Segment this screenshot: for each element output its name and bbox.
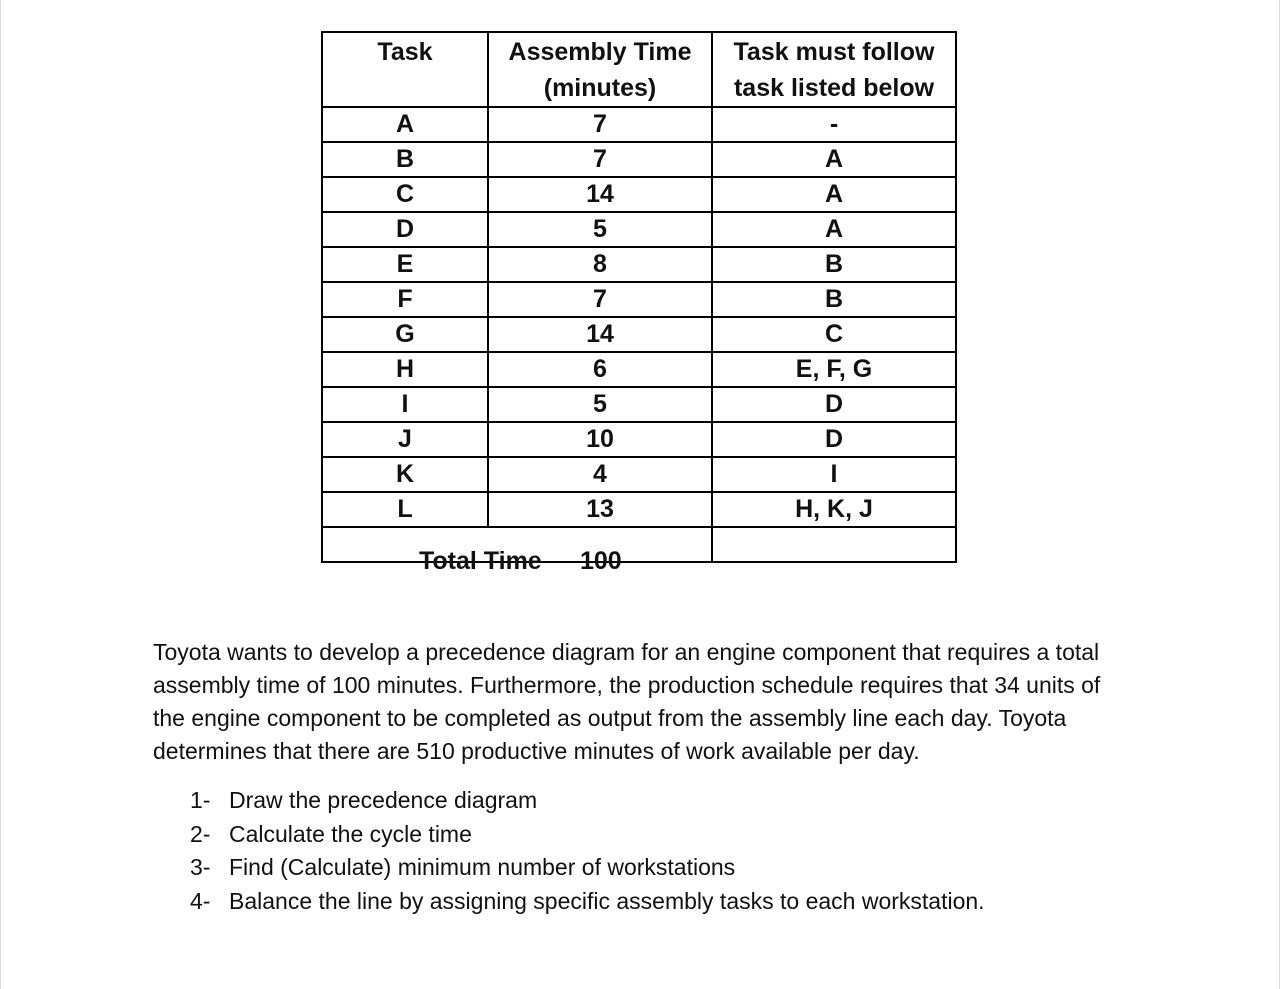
time-cell: 7 <box>488 142 712 177</box>
predecessor-cell: A <box>712 212 956 247</box>
time-cell: 7 <box>488 282 712 317</box>
header-assembly-time <box>488 32 712 107</box>
task-cell: J <box>322 422 488 457</box>
time-cell: 14 <box>488 317 712 352</box>
table-row <box>322 492 956 527</box>
total-time-label: Total Time <box>419 546 542 575</box>
header-assembly-time-line2: (minutes) <box>543 74 657 102</box>
task-cell: L <box>322 492 488 527</box>
list-item <box>190 784 985 818</box>
header-assembly-time-line1: Assembly Time <box>508 38 692 66</box>
task-cell: A <box>322 107 488 142</box>
total-cell <box>322 527 712 575</box>
predecessor-cell: I <box>712 457 956 492</box>
question-list <box>190 784 985 918</box>
predecessor-cell: B <box>712 247 956 282</box>
task-cell: I <box>322 387 488 422</box>
predecessor-cell: D <box>712 422 956 457</box>
total-time-value: 100 <box>580 546 622 575</box>
time-cell: 4 <box>488 457 712 492</box>
total-empty-cell <box>712 527 956 562</box>
header-predecessor-line1: Task must follow <box>733 38 935 66</box>
table-row <box>322 352 956 387</box>
table-row <box>322 387 956 422</box>
predecessor-cell: - <box>712 107 956 142</box>
time-cell: 14 <box>488 177 712 212</box>
question-number: 2- <box>190 820 211 847</box>
table-row <box>322 177 956 212</box>
table-row <box>322 457 956 492</box>
problem-statement: Toyota wants to develop a precedence diagram for an engine component that requires a total assembly time of 100 minutes. Furthermore, the production schedule requires that 34 units of the engine component to be completed as output from the assembly line each day. Toyota determines that there are 510 productive minutes of work available per day. <box>153 639 1101 764</box>
question-text: Calculate the cycle time <box>229 820 472 847</box>
task-cell: K <box>322 457 488 492</box>
table-header-row <box>322 32 956 107</box>
time-cell: 7 <box>488 107 712 142</box>
question-text: Find (Calculate) minimum number of workstations <box>229 854 736 880</box>
header-task <box>322 32 488 107</box>
question-number: 3- <box>190 854 211 880</box>
task-cell: D <box>322 212 488 247</box>
question-number: 4- <box>190 887 211 914</box>
header-predecessor <box>712 32 956 107</box>
table-row <box>322 282 956 317</box>
time-cell: 8 <box>488 247 712 282</box>
total-row <box>322 527 956 562</box>
time-cell: 5 <box>488 212 712 247</box>
question-text: Draw the precedence diagram <box>229 787 538 813</box>
header-task-label: Task <box>377 38 433 66</box>
list-item <box>190 885 985 919</box>
list-item <box>190 851 985 885</box>
predecessor-cell: E, F, G <box>712 352 956 387</box>
table-row <box>322 247 956 282</box>
predecessor-cell: C <box>712 317 956 352</box>
question-text: Balance the line by assigning specific assembly tasks to each workstation. <box>229 887 985 914</box>
page-edge-left <box>0 0 1 989</box>
header-predecessor-line2: task listed below <box>733 74 935 102</box>
table-row <box>322 422 956 457</box>
time-cell: 5 <box>488 387 712 422</box>
table-row <box>322 107 956 142</box>
task-cell: B <box>322 142 488 177</box>
predecessor-cell: H, K, J <box>712 492 956 527</box>
list-item <box>190 818 985 852</box>
task-cell: E <box>322 247 488 282</box>
time-cell: 10 <box>488 422 712 457</box>
assembly-task-table <box>321 31 957 575</box>
time-cell: 13 <box>488 492 712 527</box>
task-cell: F <box>322 282 488 317</box>
predecessor-cell: A <box>712 142 956 177</box>
table-row <box>322 317 956 352</box>
table-row <box>322 212 956 247</box>
predecessor-cell: A <box>712 177 956 212</box>
question-number: 1- <box>190 787 211 813</box>
task-cell: H <box>322 352 488 387</box>
time-cell: 6 <box>488 352 712 387</box>
task-cell: G <box>322 317 488 352</box>
predecessor-cell: D <box>712 387 956 422</box>
task-cell: C <box>322 177 488 212</box>
table-row <box>322 142 956 177</box>
predecessor-cell: B <box>712 282 956 317</box>
